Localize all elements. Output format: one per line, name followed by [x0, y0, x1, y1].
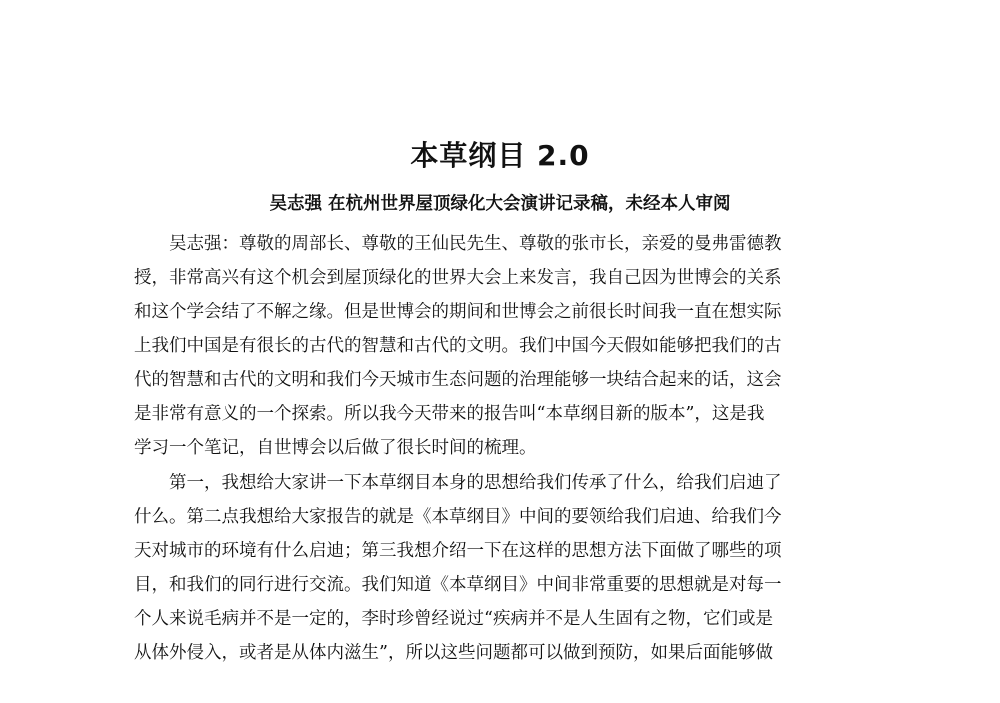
document-subtitle: 吴志强 在杭州世界屋顶绿化大会演讲记录稿，未经本人审阅 [269, 194, 731, 214]
document-title: 本草纲目 2.0 [410, 139, 590, 172]
paragraph-1-line-5: 代的智慧和古代的文明和我们今天城市生态问题的治理能够一块结合起来的话，这会 [134, 370, 782, 390]
paragraph-2-line-1: 第一，我想给大家讲一下本草纲目本身的思想给我们传承了什么，给我们启迪了 [134, 473, 782, 493]
paragraph-1-line-2: 授，非常高兴有这个机会到屋顶绿化的世界大会上来发言，我自己因为世博会的关系 [134, 268, 782, 288]
paragraph-2-line-5: 个人来说毛病并不是一定的，李时珍曾经说过“疾病并不是人生固有之物，它们或是 [134, 609, 773, 629]
paragraph-2-line-2: 什么。第二点我想给大家报告的就是《本草纲目》中间的要领给我们启迪、给我们今 [134, 507, 782, 527]
paragraph-1-line-6: 是非常有意义的一个探索。所以我今天带来的报告叫“本草纲目新的版本”，这是我 [134, 404, 765, 424]
paragraph-1-line-4: 上我们中国是有很长的古代的智慧和古代的文明。我们中国今天假如能够把我们的古 [134, 336, 782, 356]
paragraph-2-line-4: 目，和我们的同行进行交流。我们知道《本草纲目》中间非常重要的思想就是对每一 [134, 575, 782, 595]
paragraph-2-line-3: 天对城市的环境有什么启迪；第三我想介绍一下在这样的思想方法下面做了哪些的项 [134, 541, 782, 561]
paragraph-1-line-7: 学习一个笔记，自世博会以后做了很长时间的梳理。 [134, 438, 537, 458]
paragraph-1-line-1: 吴志强：尊敬的周部长、尊敬的王仙民先生、尊敬的张市长，亲爱的曼弗雷德教 [134, 234, 782, 254]
paragraph-2-line-6: 从体外侵入，或者是从体内滋生”，所以这些问题都可以做到预防，如果后面能够做 [134, 643, 773, 663]
paragraph-1-line-3: 和这个学会结了不解之缘。但是世博会的期间和世博会之前很长时间我一直在想实际 [134, 302, 782, 322]
